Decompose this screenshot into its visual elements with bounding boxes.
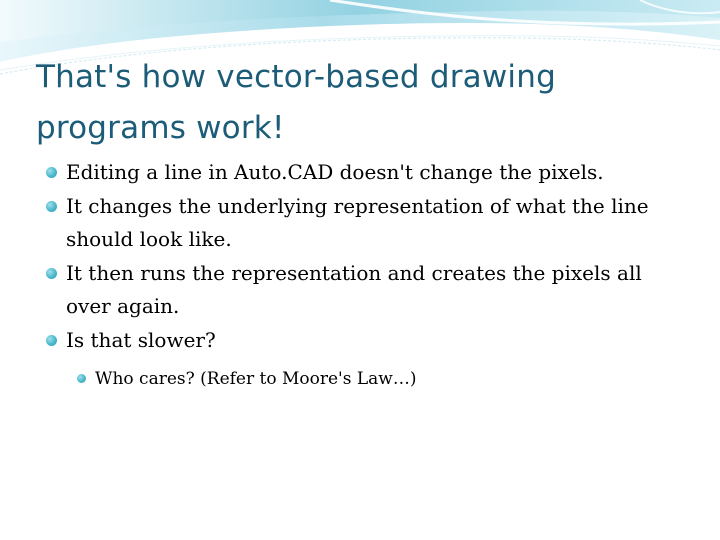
bullet-item: [46, 324, 686, 357]
bullet-dot-icon: [46, 201, 57, 212]
bullet-item: [46, 156, 686, 189]
slide-title: That's how vector-based drawing programs work!: [36, 59, 556, 146]
bullet-text: Is that slower?: [66, 328, 216, 352]
sub-bullet-item: [77, 365, 686, 393]
bullet-item: [46, 257, 686, 323]
sub-bullet-text: Who cares? (Refer to Moore's Law…): [95, 369, 417, 389]
bullet-item: [46, 190, 686, 256]
bullet-dot-icon: [46, 167, 57, 178]
bullet-dot-icon: [46, 268, 57, 279]
sub-bullet-dot-icon: [77, 374, 86, 383]
bullet-text: It changes the underlying representation of what the line should look like.: [66, 194, 649, 251]
bullet-text: Editing a line in Auto.CAD doesn't change the pixels.: [66, 160, 604, 184]
bullet-list: [46, 156, 686, 393]
bullet-text: It then runs the representation and creates the pixels all over again.: [66, 261, 642, 318]
bullet-dot-icon: [46, 335, 57, 346]
